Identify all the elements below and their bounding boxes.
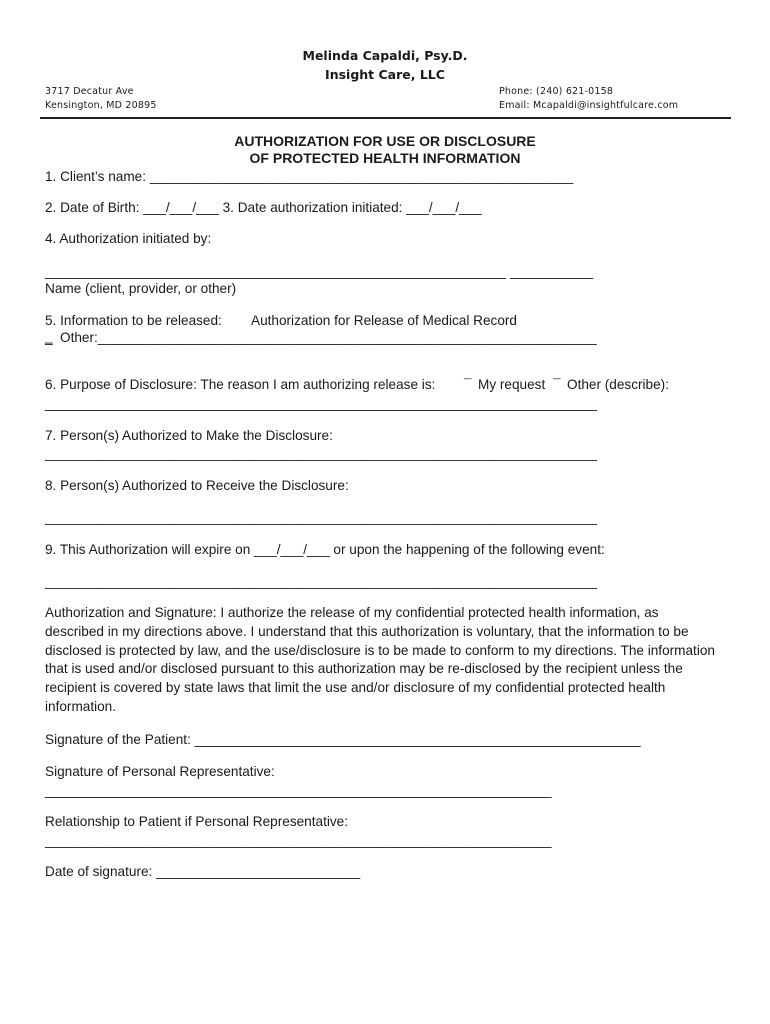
info-released-label: 5. Information to be released: — [45, 313, 222, 328]
expire-line[interactable]: _________________________________________________________________________ — [45, 574, 597, 589]
form-title-line2: OF PROTECTED HEALTH INFORMATION — [249, 150, 521, 166]
dob-and-date-initiated-field[interactable]: 2. Date of Birth: ___/___/___ 3. Date authorization initiated: ___/___/___ — [45, 200, 482, 215]
other-checkbox[interactable]: ‗ — [45, 330, 53, 345]
initiated-by-line[interactable]: _____________________________________________________________ ___________ — [45, 264, 594, 279]
address-line1: 3717 Decatur Ave — [45, 86, 134, 97]
my-request-label: My request — [478, 377, 546, 392]
initiated-by-caption: Name (client, provider, or other) — [45, 281, 237, 296]
purpose-line[interactable]: _________________________________________________________________________ — [45, 396, 597, 411]
authorized-receive-label: 8. Person(s) Authorized to Receive the Disclosure: — [45, 478, 349, 493]
expire-field[interactable]: 9. This Authorization will expire on ___/___/___ or upon the happening of the following event: — [45, 542, 605, 557]
other-line-field[interactable]: Other:__________________________________________________________________ — [60, 330, 597, 345]
purpose-label: 6. Purpose of Disclosure: The reason I am authorizing release is: — [45, 377, 436, 392]
relationship-label: Relationship to Patient if Personal Representative: — [45, 814, 349, 829]
phone: Phone: (240) 621-0158 — [499, 86, 614, 97]
company-name: Insight Care, LLC — [325, 67, 445, 82]
patient-signature-field[interactable]: Signature of the Patient: ___________________________________________________________ — [45, 732, 641, 747]
authorization-paragraph: Authorization and Signature: I authorize the release of my confidential protected health information, as described in my directions above. I understand that this authorization is voluntary, that the information to be disclosed is protected by law, and the use/disclosure is to be made to conform to my directions. The information that is used and/or disclosed pursuant to this authorization may be re-disclosed by the recipient unless the recipient is covered by state laws that limit the use and/or disclosure of my confidential protected health information. — [45, 605, 715, 714]
provider-name: Melinda Capaldi, Psy.D. — [302, 48, 468, 63]
other-describe-label: Other (describe): — [567, 377, 669, 392]
initiated-by-label: 4. Authorization initiated by: — [45, 231, 212, 246]
other-describe-checkbox[interactable]: ¯ — [553, 377, 561, 392]
authorized-receive-line[interactable]: _________________________________________________________________________ — [45, 510, 597, 525]
my-request-checkbox[interactable]: ¯ — [464, 377, 472, 392]
authorized-make-label: 7. Person(s) Authorized to Make the Disclosure: — [45, 428, 333, 443]
authorized-make-line[interactable]: _________________________________________________________________________ — [45, 446, 597, 461]
representative-signature-label: Signature of Personal Representative: — [45, 764, 275, 779]
representative-signature-line[interactable]: ___________________________________________________________________ — [45, 783, 552, 798]
date-of-signature-field[interactable]: Date of signature: ___________________________ — [45, 864, 361, 879]
email: Email: Mcapaldi@insightfulcare.com — [499, 100, 679, 111]
address-line2: Kensington, MD 20895 — [45, 100, 157, 111]
relationship-line[interactable]: ___________________________________________________________________ — [45, 833, 552, 848]
header-divider — [40, 117, 731, 119]
info-released-option: Authorization for Release of Medical Record — [251, 313, 517, 328]
client-name-field[interactable]: 1. Client’s name: ________________________________________________________ — [45, 169, 574, 184]
form-title-line1: AUTHORIZATION FOR USE OR DISCLOSURE — [234, 133, 536, 149]
